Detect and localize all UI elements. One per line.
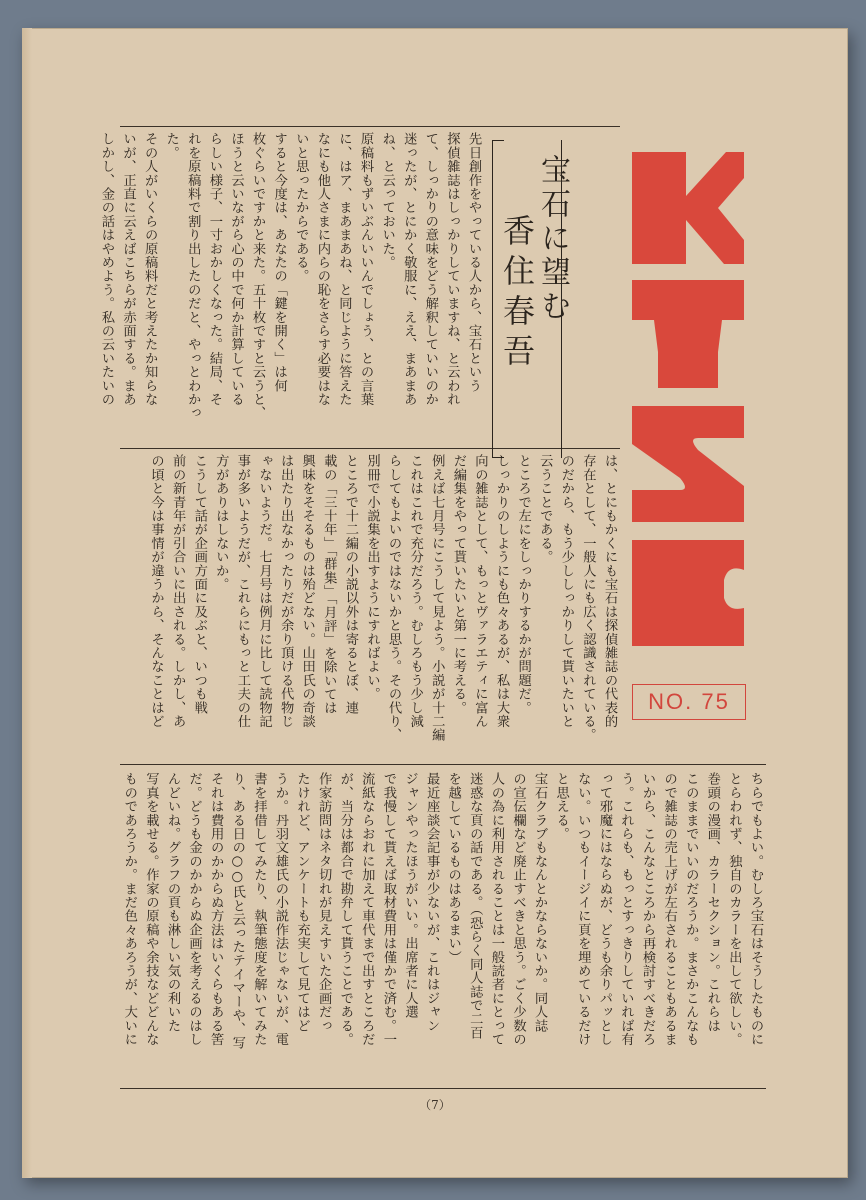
text-line: は、とにもかくにも宝石は探偵雑誌の代表的 — [602, 454, 617, 728]
text-line: たけれど、アンケートも充実して見てはど — [294, 772, 310, 1033]
logo-letter-c — [632, 540, 744, 646]
text-line: 巻頭の漫画、カラーセクション。これらは — [704, 772, 720, 1033]
text-line: 迷惑な頁の話である。（恐らく同人誌で二百 — [467, 772, 483, 1040]
text-line: ので雑誌の売上げが左右されることもあるま — [661, 772, 677, 1046]
lower-middle-rule — [120, 764, 766, 765]
text-line: しっかりのしようにも色々あるが、私は大衆 — [494, 454, 510, 728]
text-line: その人がいくらの原稿料だと考えたか知らな — [142, 132, 158, 406]
article-author: 香住春吾 — [498, 214, 536, 374]
text-line: って邪魔にはならぬが、どうも余りパッとし — [596, 772, 612, 1046]
text-line: 載の「三十年」「群集」「月評」を除いては — [321, 454, 337, 715]
logo-letter-s — [632, 406, 744, 522]
text-line: だ。どうも金のかからぬ企画を考えるのはし — [186, 772, 202, 1046]
text-line: いと思ったからである。 — [293, 132, 309, 283]
page-number: （7） — [419, 1098, 451, 1112]
text-line: とらわれず、独自のカラーを出して欲しい。 — [726, 772, 742, 1046]
text-line: 書を拝借してみたり、執筆態度を解いてみた — [251, 772, 267, 1046]
text-line: 存在として、一般人にも広く認識されている。 — [580, 454, 596, 742]
text-line: 別冊で小説集を出すようにすればよい。 — [364, 454, 380, 701]
text-line: 最近座談会記事が少ないが、これはジャン — [424, 772, 440, 1033]
bottom-rule — [120, 1088, 766, 1089]
text-line: 枚ぐらいですかと来た。五十枚ですと云うと、 — [250, 132, 266, 420]
logo-letter-t — [632, 280, 744, 388]
text-line: 探偵雑誌はしっかりしていますね、と云われ — [444, 132, 460, 406]
article-title: 宝石に望む — [535, 154, 570, 324]
text-line: の頃と今は事情が違うから、そんなことはど — [148, 454, 164, 728]
text-line: に、はア、まあまあね、と同じように答えた — [336, 132, 352, 406]
text-line: 興味をそそるものは殆どない。山田氏の奇談 — [299, 454, 315, 728]
text-line: ちらでもよい。むしろ宝石はそうしたものに — [748, 772, 763, 1046]
text-line: 例えば七月号にこうして見よう。小説が十二編 — [429, 454, 445, 742]
text-line: だ編集をやって貰いたいと第一に考える。 — [450, 454, 466, 715]
text-line: すると今度は、あなたの「鍵を開く」は何 — [271, 132, 287, 393]
text-line: 人の為に利用されることは一般読者にとって — [488, 772, 504, 1046]
text-line: しかし、金の話はやめよう。私の云いたいの — [98, 132, 114, 406]
text-line: ものであろうか。まだ色々あろうが、大いに — [121, 772, 137, 1046]
text-line: このままでいいのだろうか。まさかこんなも — [683, 772, 699, 1046]
text-line: こうして話が企画方面に及ぶと、いつも戦 — [191, 454, 207, 715]
text-line: んどいね。グラフの頁も淋しい気の利いた — [164, 772, 180, 1033]
text-line: 作家訪問はネタ切れが見えすいた企画だっ — [316, 772, 332, 1033]
text-line: は出たり出なかったりだが余り頂ける代物じ — [278, 454, 294, 728]
text-line: り、ある日の○○氏と云ったテイマーや、写 — [229, 772, 245, 1050]
text-line: を越しているものはあるまい） — [445, 772, 461, 964]
logo-letter-k — [632, 152, 744, 264]
text-line: 云うことである。 — [537, 454, 553, 564]
text-line: のだから、もう少ししっかりして貰いたいと — [558, 454, 574, 728]
text-line: て、しっかりの意味をどう解釈していいのか — [422, 132, 438, 406]
column-bottom — [122, 772, 766, 1082]
text-line: うか。丹羽文雄氏の小説作法じゃないが、電 — [272, 772, 288, 1046]
text-line: ほうと云いながら心の中で何か計算している — [228, 132, 244, 406]
issue-number: NO. 75 — [632, 684, 746, 720]
text-line: ジャンやったほうがいい。出席者に人選 — [402, 772, 418, 1019]
text-line: で我慢して貰えば取材費用は僅かで済む。一 — [380, 772, 396, 1046]
text-line: 前の新青年が引合いに出される。しかし、あ — [170, 454, 186, 728]
ktsc-logo — [628, 152, 750, 662]
text-line: いから、こんなところから再検討すべきだろ — [640, 772, 656, 1046]
text-line: 迷ったが、とにかく敬服に、ええ、まあまあ — [401, 132, 417, 406]
text-line: ところで十二編の小説以外は寄るとぼ、連 — [342, 454, 358, 715]
text-line: いが、正直に云えばこちらが赤面する。まあ — [120, 132, 136, 406]
text-line: ない。いつもイージイに頁を埋めているだけ — [575, 772, 591, 1046]
text-line: ゃないようだ。七月号は例月に比して読物記 — [256, 454, 272, 728]
text-line: 写真を載せる。作家の原稿や余技などどんな — [143, 772, 159, 1046]
text-line: 向の雑誌として、もっとヴァラエティに富ん — [472, 454, 488, 728]
top-rule — [120, 126, 620, 127]
text-line: なにも他人さまに内らの恥をさらす必要はな — [314, 132, 330, 406]
column-middle — [122, 454, 620, 758]
text-line: の宣伝欄など廃止すべきと思う。ごく少数の — [510, 772, 526, 1046]
text-line: 原稿料もずいぶんいいんでしょう、との言葉 — [358, 132, 374, 406]
text-line: これはこれで充分だろう。むしろもう少し減 — [407, 454, 423, 728]
text-line: が、当分は都合で勘弁して貰うことである。 — [337, 772, 353, 1046]
text-line: 宝石クラブもなんとかならないか。同人誌 — [532, 772, 548, 1033]
text-line: と思える。 — [553, 772, 569, 841]
text-line: それは費用のかからぬ方法はいくらもある筈 — [208, 772, 224, 1046]
text-line: 方がありはしないか。 — [213, 454, 229, 591]
text-line: 先日創作をやっている人から、宝石という — [466, 132, 481, 393]
text-line: ところで左にをしっかりするかが問題だ。 — [515, 454, 531, 715]
text-line: 流紙ならおれに加えて車代まで出すところだ — [359, 772, 375, 1046]
text-line: う。これらも、もっとすっきりしていれば有 — [618, 772, 634, 1046]
text-line: 事が多いようだが、これらにもっと工夫の仕 — [234, 454, 250, 728]
column-top-right — [98, 132, 484, 438]
text-line: ね、と云っておいた。 — [379, 132, 395, 269]
text-line: らしい様子、一寸おかしくなった。結局、そ — [206, 132, 222, 406]
magazine-page — [22, 28, 848, 1178]
text-line: れを原稿料で割り出したのだと、やっとわかった。 — [163, 132, 201, 420]
text-line: らしてもよいのではないかと思う。その代り、 — [386, 454, 402, 742]
